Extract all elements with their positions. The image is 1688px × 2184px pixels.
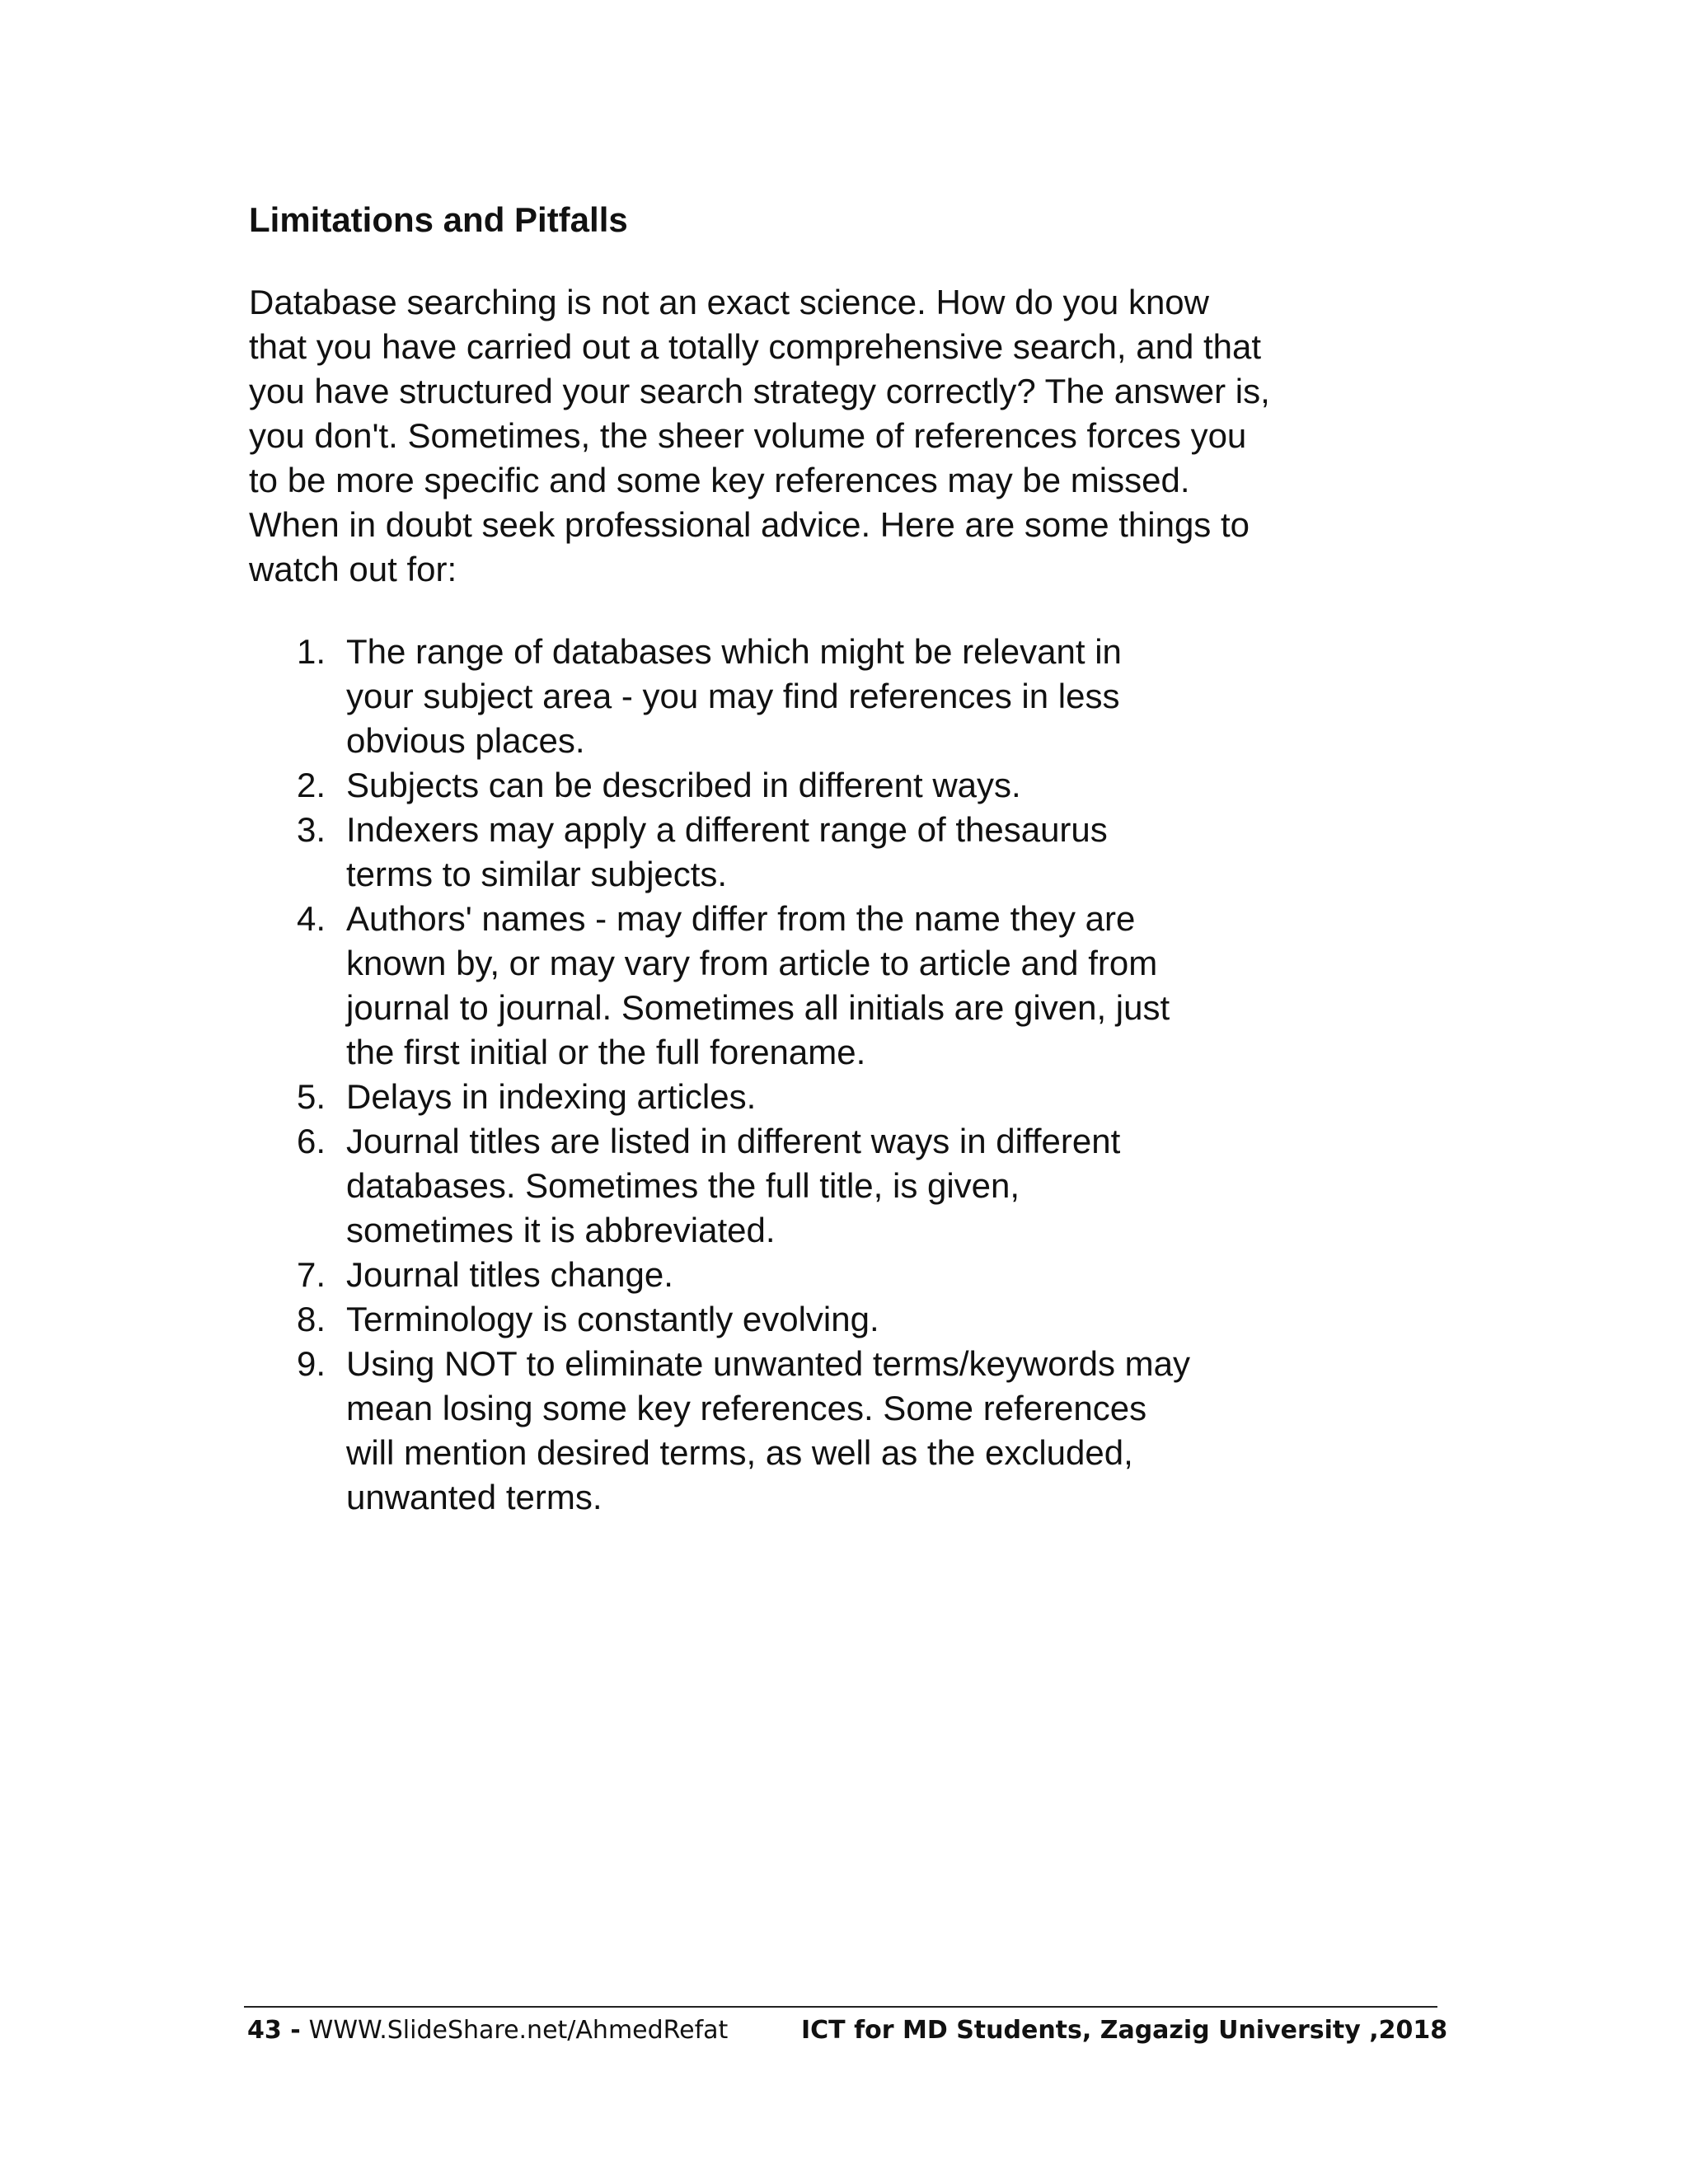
list-item-line: mean losing some key references. Some references	[346, 1389, 1147, 1427]
list-item	[297, 808, 1368, 897]
list-item-line: The range of databases which might be relevant in	[346, 632, 1122, 671]
list-item	[297, 1297, 1368, 1342]
list-number: 4.	[297, 899, 326, 938]
list-number: 9.	[297, 1344, 326, 1383]
list-item-line: sometimes it is abbreviated.	[346, 1211, 776, 1249]
list-number: 7.	[297, 1255, 326, 1294]
list-number: 2.	[297, 766, 326, 804]
page-footer	[247, 2014, 1448, 2047]
list-item-line: known by, or may vary from article to article and from	[346, 944, 1158, 982]
intro-line: to be more specific and some key references may be missed.	[249, 461, 1190, 499]
intro-line: you don't. Sometimes, the sheer volume of references forces you	[249, 416, 1247, 455]
list-item-line: journal to journal. Sometimes all initials are given, just	[346, 988, 1170, 1027]
list-item	[297, 630, 1368, 763]
intro-paragraph	[249, 280, 1436, 592]
list-item-line: will mention desired terms, as well as the excluded,	[346, 1433, 1133, 1472]
list-number: 1.	[297, 632, 326, 671]
list-item-line: Authors' names - may differ from the name they are	[346, 899, 1136, 938]
list-item-line: Delays in indexing articles.	[346, 1077, 757, 1116]
list-item-line: Indexers may apply a different range of thesaurus	[346, 810, 1108, 849]
list-number: 6.	[297, 1122, 326, 1160]
list-item-line: Terminology is constantly evolving.	[346, 1300, 879, 1338]
list-item-line: terms to similar subjects.	[346, 855, 728, 893]
list-item-line: the first initial or the full forename.	[346, 1033, 866, 1071]
list-item-line: databases. Sometimes the full title, is given,	[346, 1166, 1020, 1205]
list-item-line: Journal titles are listed in different ways in different	[346, 1122, 1121, 1160]
footer-course-title: ICT for MD Students, Zagazig University ,2018	[801, 2016, 1448, 2045]
intro-line: that you have carried out a totally comprehensive search, and that	[249, 327, 1262, 366]
list-item	[297, 763, 1368, 808]
list-number: 8.	[297, 1300, 326, 1338]
list-item	[297, 1119, 1368, 1253]
intro-line: you have structured your search strategy correctly? The answer is,	[249, 372, 1270, 410]
list-number: 5.	[297, 1077, 326, 1116]
list-item-line: Journal titles change.	[346, 1255, 673, 1294]
list-item-line: your subject area - you may find references in less	[346, 677, 1120, 715]
pitfalls-list	[297, 630, 1368, 1520]
list-item	[297, 1075, 1368, 1119]
footer-site-link[interactable]: WWW.SlideShare.net/AhmedRefat	[308, 2016, 729, 2045]
list-number: 3.	[297, 810, 326, 849]
footer-divider	[244, 2006, 1437, 2008]
intro-line: watch out for:	[249, 550, 457, 588]
intro-line: When in doubt seek professional advice. Here are some things to	[249, 505, 1250, 544]
page-number: 43 -	[247, 2016, 301, 2045]
list-item-line: obvious places.	[346, 721, 585, 760]
list-item-line: unwanted terms.	[346, 1478, 603, 1516]
list-item-line: Subjects can be described in different ways.	[346, 766, 1021, 804]
list-item	[297, 897, 1368, 1075]
list-item	[297, 1253, 1368, 1297]
intro-line: Database searching is not an exact science. How do you know	[249, 283, 1209, 321]
list-item-line: Using NOT to eliminate unwanted terms/keywords may	[346, 1344, 1190, 1383]
section-heading: Limitations and Pitfalls	[249, 200, 628, 239]
list-item	[297, 1342, 1368, 1520]
